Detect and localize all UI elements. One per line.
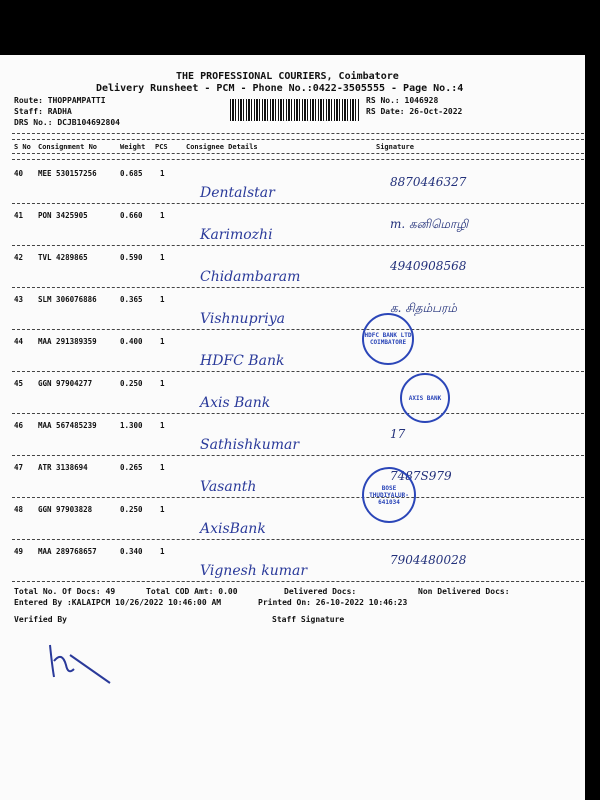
row-signature-handwritten: 17 xyxy=(390,427,406,441)
row-sno: 41 xyxy=(14,211,24,220)
row-sno: 42 xyxy=(14,253,24,262)
row-consignee-handwritten: Vishnupriya xyxy=(200,311,285,327)
row-sno: 48 xyxy=(14,505,24,514)
row-pcs: 1 xyxy=(160,547,165,556)
drs-line: DRS No.: DCJB104692804 xyxy=(14,118,120,127)
rs-no-line: RS No.: 1046928 xyxy=(366,96,439,105)
entered-by: Entered By :KALAIPCM 10/26/2022 10:46:00 AM xyxy=(14,598,222,607)
row-consignee-handwritten: Vignesh kumar xyxy=(200,563,308,579)
row-consignment-no: ATR 3138694 xyxy=(38,463,88,472)
printed-on: Printed On: 26-10-2022 10:46:23 xyxy=(258,598,408,607)
row-consignment-no: MEE 530157256 xyxy=(38,169,97,178)
staff-value: RADHA xyxy=(47,107,72,116)
total-cod: Total COD Amt: 0.00 xyxy=(146,587,238,596)
route-value: THOPPAMPATTI xyxy=(47,96,106,105)
row-consignee-handwritten: Sathishkumar xyxy=(200,437,300,453)
row-sno: 43 xyxy=(14,295,24,304)
row-divider xyxy=(12,329,584,330)
row-consignee-handwritten: AxisBank xyxy=(200,521,266,537)
row-signature-handwritten: 8870446327 xyxy=(390,175,467,189)
row-consignee-handwritten: HDFC Bank xyxy=(200,353,285,369)
col-weight: Weight xyxy=(120,143,146,151)
row-consignee-handwritten: Karimozhi xyxy=(200,227,273,243)
runsheet-subtitle: Delivery Runsheet - PCM - Phone No.:0422-3505555 - Page No.:4 xyxy=(96,83,464,94)
row-sno: 40 xyxy=(14,169,24,178)
drs-value: DCJB104692804 xyxy=(57,118,120,127)
row-divider xyxy=(12,539,584,540)
row-divider xyxy=(12,371,584,372)
row-sno: 46 xyxy=(14,421,24,430)
row-signature-handwritten: 4940908568 xyxy=(390,259,467,273)
col-sno: S No xyxy=(14,143,31,151)
row-pcs: 1 xyxy=(160,337,165,346)
row-consignee-handwritten: Axis Bank xyxy=(200,395,271,411)
row-pcs: 1 xyxy=(160,211,165,220)
row-sno: 44 xyxy=(14,337,24,346)
row-pcs: 1 xyxy=(160,169,165,178)
staff-signature: Staff Signature xyxy=(272,615,345,624)
axis-stamp-2: BOSE THUDIYALUR-641034 xyxy=(362,467,416,523)
row-sno: 49 xyxy=(14,547,24,556)
row-consignee-handwritten: Chidambaram xyxy=(200,269,301,285)
row-weight: 0.250 xyxy=(120,379,143,388)
divider xyxy=(12,159,584,160)
company-title: THE PROFESSIONAL COURIERS, Coimbatore xyxy=(176,71,399,82)
row-signature-handwritten: 7487S979 xyxy=(390,469,452,483)
row-weight: 0.340 xyxy=(120,547,143,556)
rs-date-value: 26-Oct-2022 xyxy=(409,107,463,116)
divider xyxy=(12,133,584,134)
row-signature-handwritten: க. சிதம்பரம் xyxy=(390,301,457,315)
row-divider xyxy=(12,203,584,204)
row-divider xyxy=(12,497,584,498)
row-weight: 0.400 xyxy=(120,337,143,346)
row-sno: 47 xyxy=(14,463,24,472)
row-consignment-no: TVL 4289865 xyxy=(38,253,88,262)
row-consignee-handwritten: Vasanth xyxy=(200,479,257,495)
row-pcs: 1 xyxy=(160,505,165,514)
row-divider xyxy=(12,413,584,414)
row-consignment-no: PON 3425905 xyxy=(38,211,88,220)
row-signature-handwritten: 7904480028 xyxy=(390,553,467,567)
row-consignment-no: GGN 97904277 xyxy=(38,379,93,388)
row-divider xyxy=(12,455,584,456)
staff-line: Staff: RADHA xyxy=(14,107,72,116)
col-pcs: PCS xyxy=(155,143,168,151)
rs-no-value: 1046928 xyxy=(404,96,439,105)
divider xyxy=(12,581,584,582)
runsheet-page xyxy=(0,55,585,800)
row-consignment-no: MAA 289768657 xyxy=(38,547,97,556)
row-pcs: 1 xyxy=(160,379,165,388)
divider xyxy=(12,153,584,154)
verifier-signature xyxy=(40,635,120,685)
divider xyxy=(12,139,584,140)
row-pcs: 1 xyxy=(160,463,165,472)
row-consignment-no: MAA 291389359 xyxy=(38,337,97,346)
row-weight: 0.685 xyxy=(120,169,143,178)
row-signature-handwritten: m. கனிமொழி xyxy=(390,217,469,231)
row-consignee-handwritten: Dentalstar xyxy=(200,185,275,201)
row-consignment-no: SLM 306076886 xyxy=(38,295,97,304)
total-docs: Total No. Of Docs: 49 xyxy=(14,587,116,596)
col-consignee: Consignee Details xyxy=(186,143,258,151)
row-pcs: 1 xyxy=(160,253,165,262)
row-weight: 1.300 xyxy=(120,421,143,430)
verified-by: Verified By xyxy=(14,615,67,624)
row-weight: 0.660 xyxy=(120,211,143,220)
delivered-docs: Delivered Docs: xyxy=(284,587,357,596)
row-weight: 0.250 xyxy=(120,505,143,514)
rs-date-line: RS Date: 26-Oct-2022 xyxy=(366,107,463,116)
row-weight: 0.365 xyxy=(120,295,143,304)
row-pcs: 1 xyxy=(160,295,165,304)
row-consignment-no: MAA 567485239 xyxy=(38,421,97,430)
row-sno: 45 xyxy=(14,379,24,388)
non-delivered-docs: Non Delivered Docs: xyxy=(418,587,510,596)
route-line: Route: THOPPAMPATTI xyxy=(14,96,106,105)
col-consignment: Consignment No xyxy=(38,143,98,151)
row-divider xyxy=(12,287,584,288)
row-weight: 0.265 xyxy=(120,463,143,472)
row-consignment-no: GGN 97903828 xyxy=(38,505,93,514)
row-weight: 0.590 xyxy=(120,253,143,262)
barcode xyxy=(230,99,360,121)
row-pcs: 1 xyxy=(160,421,165,430)
axis-stamp: AXIS BANK xyxy=(400,373,450,423)
col-signature: Signature xyxy=(376,143,414,151)
row-divider xyxy=(12,245,584,246)
hdfc-stamp: HDFC BANK LTD COIMBATORE xyxy=(362,313,414,365)
